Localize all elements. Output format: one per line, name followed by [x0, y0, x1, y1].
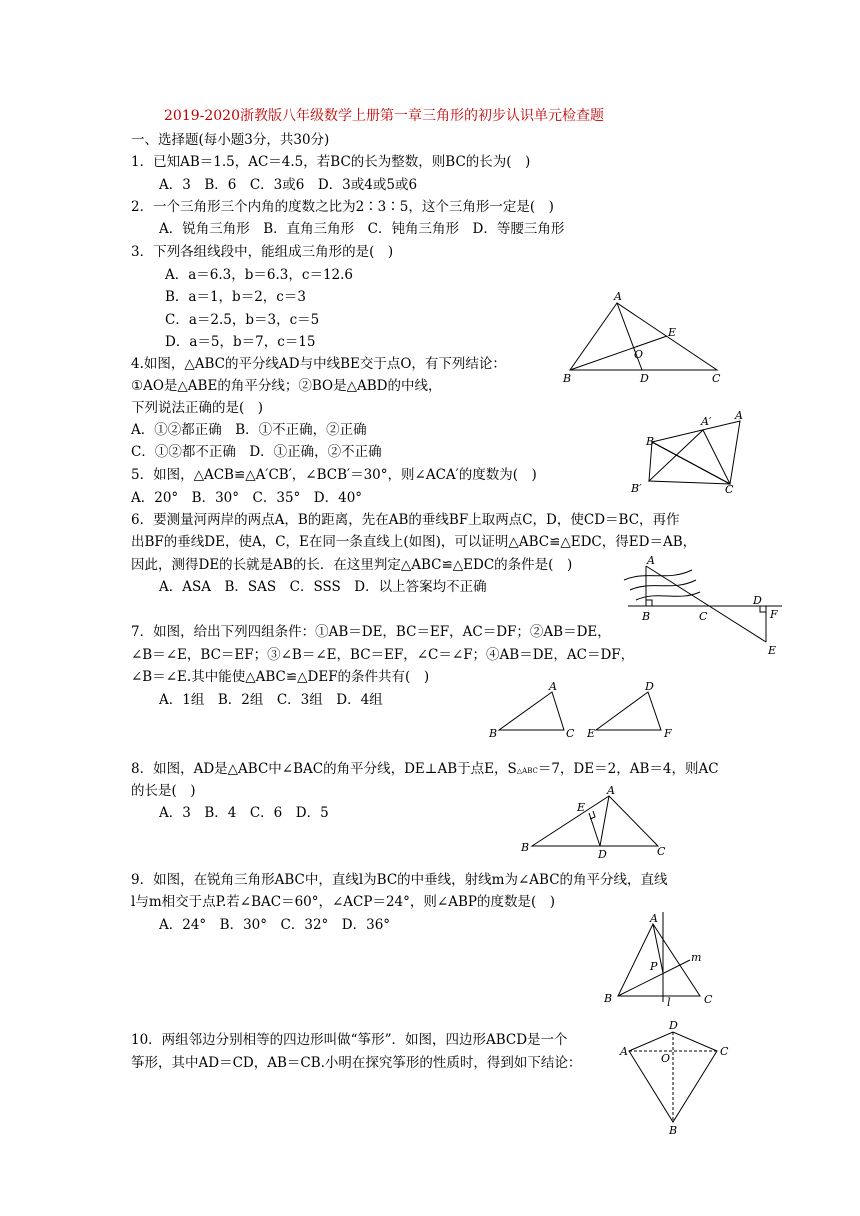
q9-label-c: C [704, 993, 713, 1006]
section-heading: 一、选择题(每小题3分，共30分) [131, 132, 330, 148]
q8-label-b: B [521, 841, 530, 854]
q6-line-1: 6．要测量河两岸的两点A，B的距离，先在AB的垂线BF上取两点C，D，使CD＝BC，再作 [131, 512, 680, 528]
q3-stem: 3．下列各组线段中，能组成三角形的是( ) [131, 244, 394, 260]
q9-label-m: m [691, 951, 702, 964]
q9-options: A．24° B．30° C．32° D．36° [159, 917, 391, 933]
q5-label-a: A [735, 409, 743, 422]
q4-label-d: D [640, 372, 649, 385]
q6-label-c: C [699, 610, 708, 623]
q7-label-e: E [587, 727, 596, 740]
q1-stem: 1．已知AB＝1.5，AC＝4.5，若BC的长为整数，则BC的长为( ) [131, 154, 531, 170]
q7-line-2: ∠B＝∠E，BC＝EF；③∠B＝∠E，BC＝EF，∠C＝∠F；④AB＝DE，AC＝DF， [131, 647, 635, 663]
q6-label-d: D [753, 594, 762, 607]
q6-figure [622, 552, 792, 660]
q4-label-c: C [712, 372, 721, 385]
q6-label-a: A [647, 554, 655, 567]
q5-options: A．20° B．30° C．35° D．40° [131, 490, 363, 506]
q5-label-b: B [646, 435, 655, 448]
q4-label-o: O [634, 348, 644, 361]
q10-line-1: 10．两组邻边分别相等的四边形叫做“筝形”．如图，四边形ABCD是一个 [131, 1032, 568, 1048]
document-title: 2019-2020浙教版八年级数学上册第一章三角形的初步认识单元检查题 [164, 108, 604, 124]
q7-label-c: C [566, 727, 575, 740]
q4-option-line-2: C．①②都不正确 D．①正确，②不正确 [131, 444, 382, 460]
q10-label-a: A [620, 1045, 628, 1058]
q3-option-c: C．a＝2.5，b＝3，c＝5 [165, 312, 320, 328]
q8-line-1a: 8．如图，AD是△ABC中∠BAC的角平分线，DE⊥AB于点E，S [131, 761, 517, 777]
q9-line-2: l与m相交于点P.若∠BAC＝60°，∠ACP＝24°，则∠ABP的度数是( ) [131, 894, 555, 910]
q5-label-b-prime: B′ [631, 482, 642, 495]
q5-label-a-prime: A′ [701, 415, 712, 428]
q4-stem-3: 下列说法正确的是( ) [131, 400, 264, 416]
q6-label-b: B [642, 610, 651, 623]
q4-figure [560, 288, 740, 388]
q8-subscript: △ABC [516, 767, 538, 775]
q8-line-1 [131, 760, 719, 780]
q7-figure [484, 678, 684, 746]
q7-label-d: D [645, 680, 654, 693]
q8-line-1b: ＝7，DE＝2，AB＝4，则AC [537, 761, 719, 777]
q10-line-2: 筝形，其中AD＝CD，AB＝CB.小明在探究筝形的性质时，得到如下结论： [131, 1055, 582, 1071]
q6-line-3: 因此，测得DE的长就是AB的长．在这里判定△ABC≌△EDC的条件是( ) [131, 557, 573, 573]
q7-line-3: ∠B＝∠E.其中能使△ABC≌△DEF的条件共有( ) [131, 669, 430, 685]
q9-label-b: B [604, 992, 613, 1005]
q4-label-a: A [614, 290, 622, 303]
q8-label-c: C [657, 845, 666, 858]
q2-stem: 2．一个三角形三个内角的度数之比为2∶3∶5，这个三角形一定是( ) [131, 199, 554, 215]
q7-options: A．1组 B．2组 C．3组 D．4组 [159, 692, 383, 708]
q5-label-c: C [725, 483, 734, 496]
q10-figure [617, 1014, 737, 1136]
q8-label-a: A [607, 784, 615, 797]
q4-label-b: B [563, 372, 572, 385]
q8-label-e: E [577, 801, 586, 814]
q6-line-2: 出BF的垂线DE，使A，C，E在同一条直线上(如图)，可以证明△ABC≌△EDC，得ED＝AB， [131, 534, 697, 550]
q4-stem-2: ①AO是△ABE的角平分线；②BO是△ABD的中线， [131, 378, 442, 394]
q9-label-l: l [667, 996, 671, 1009]
q10-label-b: B [669, 1124, 678, 1137]
q9-label-a: A [650, 912, 658, 925]
q9-label-p: P [650, 960, 658, 973]
q7-label-a: A [549, 680, 557, 693]
q6-options: A．ASA B．SAS C．SSS D．以上答案均不正确 [159, 579, 487, 595]
q10-label-d: D [669, 1019, 678, 1032]
q10-label-o: O [661, 1052, 671, 1065]
q8-label-d: D [598, 848, 607, 861]
q6-label-f: F [770, 608, 778, 621]
q8-options: A．3 B．4 C．6 D．5 [159, 805, 329, 821]
q9-line-1: 9．如图，在锐角三角形ABC中，直线l为BC的中垂线，射线m为∠ABC的角平分线，直线 [131, 872, 668, 888]
q6-label-e: E [768, 644, 777, 657]
q5-figure [628, 408, 748, 500]
q7-line-1: 7．如图，给出下列四组条件：①AB＝DE，BC＝EF，AC＝DF；②AB＝DE， [131, 624, 611, 640]
q8-figure [516, 786, 676, 861]
q3-option-b: B．a＝1，b＝2，c＝3 [165, 289, 306, 305]
q8-line-2: 的长是( ) [131, 783, 196, 799]
q2-options: A．锐角三角形 B．直角三角形 C．钝角三角形 D．等腰三角形 [159, 221, 565, 237]
q7-label-f: F [664, 727, 672, 740]
q3-option-a: A．a＝6.3，b＝6.3，c＝12.6 [165, 267, 353, 283]
q3-option-d: D．a＝5，b＝7，c＝15 [165, 334, 316, 350]
q9-figure [600, 910, 730, 1010]
q4-stem-1: 4.如图，△ABC的平分线AD与中线BE交于点O，有下列结论： [131, 356, 506, 372]
q1-options: A．3 B．6 C．3或6 D．3或4或5或6 [159, 177, 418, 193]
q5-stem: 5．如图，△ACB≌△A′CB′，∠BCB′＝30°，则∠ACA′的度数为( ) [131, 467, 537, 483]
q4-label-e: E [668, 326, 677, 339]
q4-option-line-1: A．①②都正确 B．①不正确，②正确 [131, 422, 367, 438]
q10-label-c: C [720, 1045, 729, 1058]
q7-label-b: B [489, 727, 498, 740]
